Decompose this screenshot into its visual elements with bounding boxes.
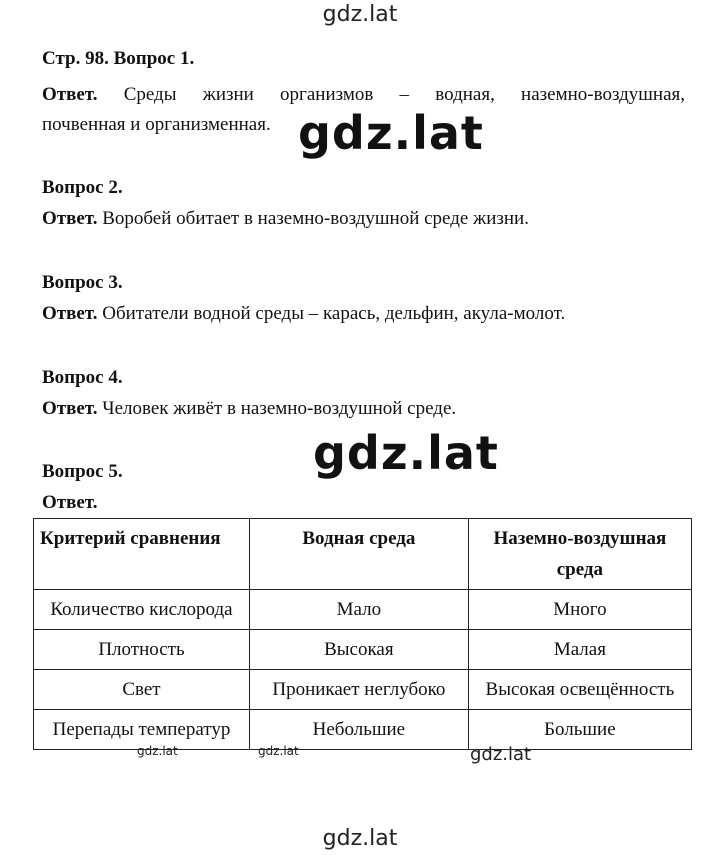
answer-text: Человек живёт в наземно-воздушной среде. <box>97 398 457 419</box>
table-cell: Небольшие <box>249 710 468 750</box>
table-cell: Мало <box>249 590 468 630</box>
answer-text: Среды жизни организмов – водная, наземно-воздушная, <box>97 84 685 105</box>
question-1-heading: Стр. 98. Вопрос 1. <box>42 48 195 69</box>
table-cell: Высокая <box>249 630 468 670</box>
answer-label: Ответ. <box>42 303 98 324</box>
table-cell: Малая <box>468 630 691 670</box>
answer-label: Ответ. <box>42 84 98 105</box>
answer-text: Обитатели водной среды – карась, дельфин, акула-молот. <box>97 303 566 324</box>
table-cell: Перепады температур <box>34 710 250 750</box>
question-1-answer-line-2: почвенная и организменная. <box>42 114 271 135</box>
answer-label: Ответ. <box>42 208 98 229</box>
table-header-cell: Критерий сравнения <box>34 519 250 590</box>
answer-text: Воробей обитает в наземно-воздушной среде жизни. <box>97 208 529 229</box>
table-cell: Плотность <box>34 630 250 670</box>
question-3-heading: Вопрос 3. <box>42 272 123 293</box>
question-4-heading: Вопрос 4. <box>42 367 123 388</box>
table-row <box>34 630 692 670</box>
watermark-large: gdz.lat <box>298 106 484 160</box>
watermark-small: gdz.lat <box>470 744 532 765</box>
answer-label: Ответ. <box>42 398 98 419</box>
table-header-row <box>34 519 692 590</box>
table-cell: Проникает неглубоко <box>249 670 468 710</box>
watermark-bottom: gdz.lat <box>322 826 398 851</box>
table-row <box>34 710 692 750</box>
table-row <box>34 670 692 710</box>
watermark-small: gdz.lat <box>137 744 178 758</box>
table-header-cell: Водная среда <box>249 519 468 590</box>
question-4-answer <box>42 398 456 420</box>
table-header-cell: Наземно-воздушная среда <box>468 519 691 590</box>
table-cell: Свет <box>34 670 250 710</box>
question-3-answer <box>42 303 565 325</box>
table-cell: Количество кислорода <box>34 590 250 630</box>
table-row <box>34 590 692 630</box>
question-2-answer <box>42 208 529 230</box>
question-1-answer-line-1 <box>42 84 685 106</box>
table-cell: Большие <box>468 710 691 750</box>
table-cell: Высокая освещённость <box>468 670 691 710</box>
watermark-small: gdz.lat <box>258 744 299 758</box>
watermark-large: gdz.lat <box>313 426 499 480</box>
table-cell: Много <box>468 590 691 630</box>
watermark-top: gdz.lat <box>322 2 398 27</box>
question-2-heading: Вопрос 2. <box>42 177 123 198</box>
comparison-table <box>33 518 692 750</box>
question-5-answer-label: Ответ. <box>42 492 98 513</box>
question-5-heading: Вопрос 5. <box>42 461 123 482</box>
